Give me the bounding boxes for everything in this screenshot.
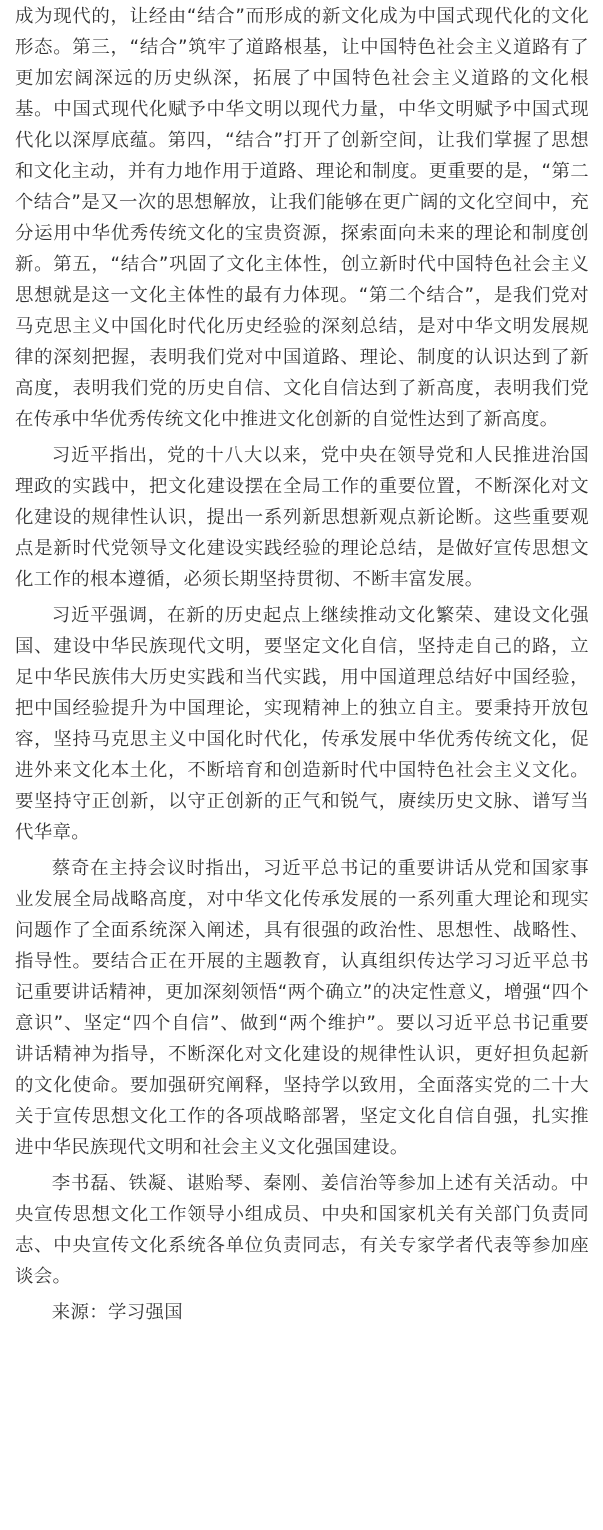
paragraph-cai-qi: 蔡奇在主持会议时指出，习近平总书记的重要讲话从党和国家事业发展全局战略高度，对中华文化传承发展的一系列重大理论和现实问题作了全面系统深入阐述，具有很强的政治性、思想性、战略性、指导性。要结合正在开展的主题教育，认真组织传达学习习近平总书记重要讲话精神，更加深刻领悟“两个确立”的决定性意义，增强“四个意识”、坚定“四个自信”、做到“两个维护”。要以习近平总书记重要讲话精神为指导，不断深化对文化建设的规律性认识，更好担负起新的文化使命。要加强研究阐释，坚持学以致用，全面落实党的二十大关于宣传思想文化工作的各项战略部署，坚定文化自信自强，扎实推进中华民族现代文明和社会主义文化强国建设。 bbox=[15, 858, 589, 1158]
article-body bbox=[0, 1, 603, 1530]
paragraph-xi-emphasized: 习近平强调，在新的历史起点上继续推动文化繁荣、建设文化强国、建设中华民族现代文明，要坚定文化自信，坚持走自己的路，立足中华民族伟大历史实践和当代实践，用中国道理总结好中国经验，把中国经验提升为中国理论，实现精神上的独立自主。要秉持开放包容，坚持马克思主义中国化时代化，传承发展中华优秀传统文化，促进外来文化本土化，不断培育和创造新时代中国特色社会主义文化。要坚持守正创新，以守正创新的正气和锐气，赓续历史文脉、谱写当代华章。 bbox=[15, 605, 589, 843]
paragraph-continuation: 成为现代的，让经由“结合”而形成的新文化成为中国式现代化的文化形态。第三，“结合”筑牢了道路根基，让中国特色社会主义道路有了更加宏阔深远的历史纵深，拓展了中国特色社会主义道路的文化根基。中国式现代化赋予中华文明以现代力量，中华文明赋予中国式现代化以深厚底蕴。第四，“结合”打开了创新空间，让我们掌握了思想和文化主动，并有力地作用于道路、理论和制度。更重要的是，“第二个结合”是又一次的思想解放，让我们能够在更广阔的文化空间中，充分运用中华优秀传统文化的宝贵资源，探索面向未来的理论和制度创新。第五，“结合”巩固了文化主体性，创立新时代中国特色社会主义思想就是这一文化主体性的最有力体现。“第二个结合”，是我们党对马克思主义中国化时代化历史经验的深刻总结，是对中华文明发展规律的深刻把握，表明我们党对中国道路、理论、制度的认识达到了新高度，表明我们党的历史自信、文化自信达到了新高度，表明我们党在传承中华优秀传统文化中推进文化创新的自觉性达到了新高度。 bbox=[15, 6, 589, 430]
source-line: 来源：学习强国 bbox=[51, 1302, 183, 1323]
paragraph-attendees: 李书磊、铁凝、谌贻琴、秦刚、姜信治等参加上述有关活动。中央宣传思想文化工作领导小组成员、中央和国家机关有关部门负责同志、中央宣传文化系统各单位负责同志，有关专家学者代表等参加座谈会。 bbox=[15, 1173, 589, 1287]
paragraph-xi-pointed-out: 习近平指出，党的十八大以来，党中央在领导党和人民推进治国理政的实践中，把文化建设摆在全局工作的重要位置，不断深化对文化建设的规律性认识，提出一系列新思想新观点新论断。这些重要观点是新时代党领导文化建设实践经验的理论总结，是做好宣传思想文化工作的根本遵循，必须长期坚持贯彻、不断丰富发展。 bbox=[15, 445, 589, 590]
